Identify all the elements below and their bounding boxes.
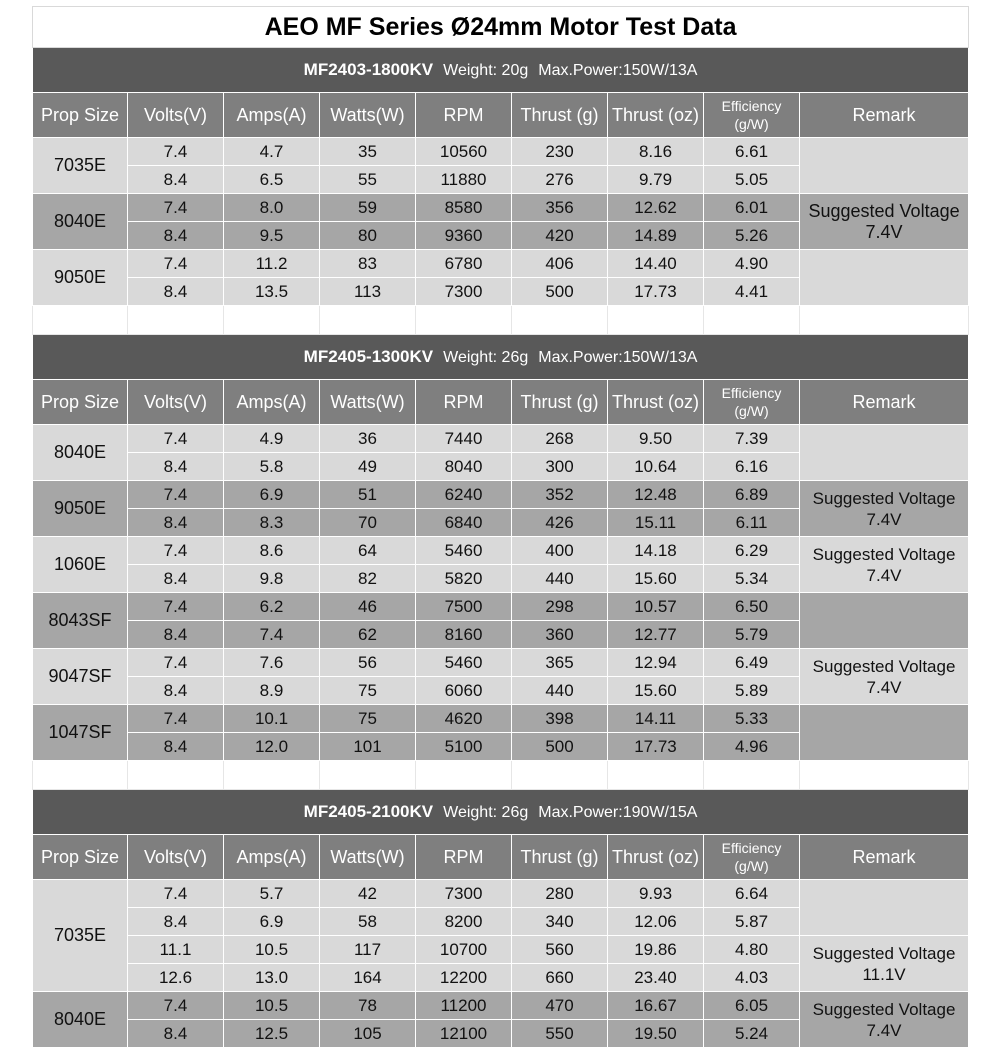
prop-size-cell: 1047SF bbox=[33, 705, 128, 761]
cell-watts: 78 bbox=[320, 992, 416, 1020]
cell-thrust-oz: 14.89 bbox=[608, 222, 704, 250]
cell-rpm: 4620 bbox=[416, 705, 512, 733]
data-row bbox=[33, 194, 969, 222]
spacer-cell bbox=[608, 306, 704, 335]
cell-volts: 11.1 bbox=[128, 936, 224, 964]
spacer-cell bbox=[33, 761, 128, 790]
header-volts: Volts(V) bbox=[128, 93, 224, 138]
header-efficiency-line2: (g/W) bbox=[734, 403, 769, 419]
cell-thrust-g: 500 bbox=[512, 278, 608, 306]
page-title: AEO MF Series Ø24mm Motor Test Data bbox=[33, 7, 969, 48]
header-prop-size: Prop Size bbox=[33, 380, 128, 425]
cell-watts: 62 bbox=[320, 621, 416, 649]
prop-size-cell: 7035E bbox=[33, 138, 128, 194]
remark-cell: Suggested Voltage 7.4V bbox=[800, 194, 969, 250]
cell-volts: 8.4 bbox=[128, 1020, 224, 1048]
cell-watts: 64 bbox=[320, 537, 416, 565]
cell-efficiency: 4.03 bbox=[704, 964, 800, 992]
cell-watts: 75 bbox=[320, 705, 416, 733]
cell-watts: 36 bbox=[320, 425, 416, 453]
cell-rpm: 5460 bbox=[416, 649, 512, 677]
cell-rpm: 5460 bbox=[416, 537, 512, 565]
cell-thrust-oz: 12.48 bbox=[608, 481, 704, 509]
prop-size-cell: 1060E bbox=[33, 537, 128, 593]
cell-efficiency: 5.87 bbox=[704, 908, 800, 936]
data-row bbox=[33, 649, 969, 677]
motor-max-power: Max.Power:150W/13A bbox=[538, 349, 698, 366]
cell-thrust-oz: 10.64 bbox=[608, 453, 704, 481]
cell-thrust-g: 550 bbox=[512, 1020, 608, 1048]
cell-volts: 8.4 bbox=[128, 565, 224, 593]
cell-watts: 101 bbox=[320, 733, 416, 761]
cell-thrust-oz: 12.77 bbox=[608, 621, 704, 649]
header-thrust-oz: Thrust (oz) bbox=[608, 835, 704, 880]
remark-cell bbox=[800, 250, 969, 306]
cell-thrust-g: 426 bbox=[512, 509, 608, 537]
data-row bbox=[33, 425, 969, 453]
cell-rpm: 10700 bbox=[416, 936, 512, 964]
cell-rpm: 10560 bbox=[416, 138, 512, 166]
remark-cell bbox=[800, 425, 969, 481]
cell-volts: 7.4 bbox=[128, 880, 224, 908]
cell-thrust-oz: 14.11 bbox=[608, 705, 704, 733]
header-rpm: RPM bbox=[416, 93, 512, 138]
header-remark: Remark bbox=[800, 380, 969, 425]
data-row bbox=[33, 936, 969, 964]
remark-cell bbox=[800, 705, 969, 761]
cell-watts: 105 bbox=[320, 1020, 416, 1048]
cell-volts: 8.4 bbox=[128, 908, 224, 936]
remark-cell bbox=[800, 593, 969, 649]
cell-thrust-oz: 8.16 bbox=[608, 138, 704, 166]
cell-amps: 8.3 bbox=[224, 509, 320, 537]
cell-amps: 10.5 bbox=[224, 936, 320, 964]
motor-max-power: Max.Power:190W/15A bbox=[538, 804, 698, 821]
cell-thrust-oz: 15.11 bbox=[608, 509, 704, 537]
header-remark: Remark bbox=[800, 93, 969, 138]
cell-watts: 42 bbox=[320, 880, 416, 908]
cell-thrust-g: 298 bbox=[512, 593, 608, 621]
cell-amps: 8.9 bbox=[224, 677, 320, 705]
cell-amps: 6.9 bbox=[224, 908, 320, 936]
cell-rpm: 8160 bbox=[416, 621, 512, 649]
header-prop-size: Prop Size bbox=[33, 835, 128, 880]
cell-thrust-g: 470 bbox=[512, 992, 608, 1020]
cell-rpm: 11200 bbox=[416, 992, 512, 1020]
header-thrust-g: Thrust (g) bbox=[512, 380, 608, 425]
data-row bbox=[33, 250, 969, 278]
cell-thrust-g: 268 bbox=[512, 425, 608, 453]
cell-watts: 83 bbox=[320, 250, 416, 278]
header-thrust-oz: Thrust (oz) bbox=[608, 380, 704, 425]
cell-volts: 7.4 bbox=[128, 194, 224, 222]
motor-weight: Weight: 26g bbox=[443, 804, 529, 821]
cell-watts: 58 bbox=[320, 908, 416, 936]
cell-thrust-g: 340 bbox=[512, 908, 608, 936]
cell-volts: 7.4 bbox=[128, 649, 224, 677]
data-row bbox=[33, 705, 969, 733]
cell-efficiency: 5.33 bbox=[704, 705, 800, 733]
remark-cell bbox=[800, 138, 969, 194]
cell-volts: 8.4 bbox=[128, 677, 224, 705]
cell-thrust-g: 365 bbox=[512, 649, 608, 677]
cell-thrust-g: 440 bbox=[512, 565, 608, 593]
spacer-cell bbox=[128, 306, 224, 335]
remark-cell: Suggested Voltage 7.4V bbox=[800, 481, 969, 537]
motor-test-sheet bbox=[32, 6, 968, 1048]
cell-efficiency: 6.16 bbox=[704, 453, 800, 481]
cell-volts: 7.4 bbox=[128, 537, 224, 565]
header-thrust-oz: Thrust (oz) bbox=[608, 93, 704, 138]
data-row bbox=[33, 880, 969, 908]
cell-watts: 75 bbox=[320, 677, 416, 705]
cell-amps: 5.7 bbox=[224, 880, 320, 908]
column-header-row bbox=[33, 835, 969, 880]
spacer-cell bbox=[608, 761, 704, 790]
header-rpm: RPM bbox=[416, 835, 512, 880]
data-row bbox=[33, 537, 969, 565]
header-rpm: RPM bbox=[416, 380, 512, 425]
cell-thrust-oz: 17.73 bbox=[608, 733, 704, 761]
remark-cell: Suggested Voltage 7.4V bbox=[800, 992, 969, 1048]
motor-title-row bbox=[33, 790, 969, 835]
cell-volts: 7.4 bbox=[128, 481, 224, 509]
cell-thrust-oz: 9.50 bbox=[608, 425, 704, 453]
cell-efficiency: 5.34 bbox=[704, 565, 800, 593]
cell-rpm: 5100 bbox=[416, 733, 512, 761]
data-row bbox=[33, 992, 969, 1020]
cell-efficiency: 4.90 bbox=[704, 250, 800, 278]
spacer-cell bbox=[320, 761, 416, 790]
cell-amps: 8.6 bbox=[224, 537, 320, 565]
cell-thrust-g: 560 bbox=[512, 936, 608, 964]
cell-amps: 4.9 bbox=[224, 425, 320, 453]
motor-name: MF2403-1800KV bbox=[303, 60, 434, 79]
cell-volts: 7.4 bbox=[128, 705, 224, 733]
cell-thrust-oz: 9.79 bbox=[608, 166, 704, 194]
spacer-cell bbox=[128, 761, 224, 790]
data-row bbox=[33, 138, 969, 166]
cell-amps: 10.1 bbox=[224, 705, 320, 733]
cell-amps: 7.6 bbox=[224, 649, 320, 677]
header-efficiency-line1: Efficiency bbox=[721, 840, 782, 856]
cell-efficiency: 6.89 bbox=[704, 481, 800, 509]
cell-volts: 8.4 bbox=[128, 621, 224, 649]
cell-efficiency: 5.89 bbox=[704, 677, 800, 705]
cell-rpm: 6780 bbox=[416, 250, 512, 278]
cell-watts: 117 bbox=[320, 936, 416, 964]
cell-rpm: 5820 bbox=[416, 565, 512, 593]
spacer-cell bbox=[512, 306, 608, 335]
spacer-cell bbox=[224, 306, 320, 335]
cell-efficiency: 5.79 bbox=[704, 621, 800, 649]
prop-size-cell: 9050E bbox=[33, 481, 128, 537]
cell-thrust-oz: 16.67 bbox=[608, 992, 704, 1020]
cell-thrust-g: 352 bbox=[512, 481, 608, 509]
remark-cell: Suggested Voltage 7.4V bbox=[800, 649, 969, 705]
cell-efficiency: 5.26 bbox=[704, 222, 800, 250]
cell-watts: 35 bbox=[320, 138, 416, 166]
cell-amps: 7.4 bbox=[224, 621, 320, 649]
header-watts: Watts(W) bbox=[320, 380, 416, 425]
cell-rpm: 12200 bbox=[416, 964, 512, 992]
header-amps: Amps(A) bbox=[224, 93, 320, 138]
cell-thrust-oz: 14.18 bbox=[608, 537, 704, 565]
cell-thrust-g: 360 bbox=[512, 621, 608, 649]
header-efficiency bbox=[704, 835, 800, 880]
cell-volts: 7.4 bbox=[128, 250, 224, 278]
cell-efficiency: 4.41 bbox=[704, 278, 800, 306]
spacer-cell bbox=[224, 761, 320, 790]
cell-volts: 8.4 bbox=[128, 733, 224, 761]
cell-amps: 9.5 bbox=[224, 222, 320, 250]
header-amps: Amps(A) bbox=[224, 835, 320, 880]
header-prop-size: Prop Size bbox=[33, 93, 128, 138]
cell-volts: 8.4 bbox=[128, 453, 224, 481]
cell-watts: 49 bbox=[320, 453, 416, 481]
cell-thrust-g: 406 bbox=[512, 250, 608, 278]
cell-thrust-g: 356 bbox=[512, 194, 608, 222]
cell-thrust-g: 400 bbox=[512, 537, 608, 565]
cell-rpm: 7440 bbox=[416, 425, 512, 453]
section-spacer-row bbox=[33, 306, 969, 335]
column-header-row bbox=[33, 93, 969, 138]
motor-weight: Weight: 20g bbox=[443, 62, 529, 79]
prop-size-cell: 9050E bbox=[33, 250, 128, 306]
cell-rpm: 7500 bbox=[416, 593, 512, 621]
prop-size-cell: 8040E bbox=[33, 194, 128, 250]
cell-watts: 46 bbox=[320, 593, 416, 621]
cell-watts: 80 bbox=[320, 222, 416, 250]
cell-efficiency: 4.80 bbox=[704, 936, 800, 964]
cell-amps: 4.7 bbox=[224, 138, 320, 166]
cell-thrust-oz: 12.06 bbox=[608, 908, 704, 936]
header-efficiency-line1: Efficiency bbox=[721, 98, 782, 114]
cell-amps: 9.8 bbox=[224, 565, 320, 593]
cell-amps: 6.2 bbox=[224, 593, 320, 621]
cell-thrust-g: 276 bbox=[512, 166, 608, 194]
cell-amps: 12.0 bbox=[224, 733, 320, 761]
motor-name: MF2405-2100KV bbox=[303, 802, 434, 821]
cell-amps: 11.2 bbox=[224, 250, 320, 278]
cell-thrust-oz: 9.93 bbox=[608, 880, 704, 908]
cell-efficiency: 6.29 bbox=[704, 537, 800, 565]
remark-cell bbox=[800, 880, 969, 936]
header-watts: Watts(W) bbox=[320, 835, 416, 880]
cell-rpm: 6060 bbox=[416, 677, 512, 705]
header-thrust-g: Thrust (g) bbox=[512, 93, 608, 138]
cell-efficiency: 6.61 bbox=[704, 138, 800, 166]
spacer-cell bbox=[416, 306, 512, 335]
data-row bbox=[33, 593, 969, 621]
spacer-cell bbox=[704, 761, 800, 790]
cell-rpm: 7300 bbox=[416, 278, 512, 306]
cell-thrust-g: 440 bbox=[512, 677, 608, 705]
column-header-row bbox=[33, 380, 969, 425]
cell-rpm: 11880 bbox=[416, 166, 512, 194]
cell-volts: 7.4 bbox=[128, 425, 224, 453]
cell-watts: 51 bbox=[320, 481, 416, 509]
spacer-cell bbox=[800, 761, 969, 790]
cell-volts: 7.4 bbox=[128, 138, 224, 166]
spacer-cell bbox=[416, 761, 512, 790]
cell-thrust-oz: 17.73 bbox=[608, 278, 704, 306]
header-remark: Remark bbox=[800, 835, 969, 880]
prop-size-cell: 8040E bbox=[33, 992, 128, 1048]
cell-watts: 82 bbox=[320, 565, 416, 593]
cell-volts: 8.4 bbox=[128, 278, 224, 306]
cell-efficiency: 6.64 bbox=[704, 880, 800, 908]
motor-name: MF2405-1300KV bbox=[303, 347, 434, 366]
header-efficiency bbox=[704, 380, 800, 425]
remark-cell: Suggested Voltage 7.4V bbox=[800, 537, 969, 593]
cell-rpm: 8580 bbox=[416, 194, 512, 222]
header-watts: Watts(W) bbox=[320, 93, 416, 138]
cell-volts: 8.4 bbox=[128, 222, 224, 250]
prop-size-cell: 7035E bbox=[33, 880, 128, 992]
cell-efficiency: 6.11 bbox=[704, 509, 800, 537]
header-volts: Volts(V) bbox=[128, 835, 224, 880]
section-spacer-row bbox=[33, 761, 969, 790]
cell-thrust-g: 500 bbox=[512, 733, 608, 761]
cell-efficiency: 5.05 bbox=[704, 166, 800, 194]
cell-amps: 5.8 bbox=[224, 453, 320, 481]
cell-watts: 59 bbox=[320, 194, 416, 222]
cell-thrust-g: 300 bbox=[512, 453, 608, 481]
cell-volts: 8.4 bbox=[128, 509, 224, 537]
motor-max-power: Max.Power:150W/13A bbox=[538, 62, 698, 79]
motor-weight: Weight: 26g bbox=[443, 349, 529, 366]
prop-size-cell: 8043SF bbox=[33, 593, 128, 649]
prop-size-cell: 8040E bbox=[33, 425, 128, 481]
cell-watts: 164 bbox=[320, 964, 416, 992]
motor-title-row bbox=[33, 335, 969, 380]
cell-rpm: 7300 bbox=[416, 880, 512, 908]
cell-thrust-g: 280 bbox=[512, 880, 608, 908]
remark-cell: Suggested Voltage 11.1V bbox=[800, 936, 969, 992]
spacer-cell bbox=[704, 306, 800, 335]
cell-thrust-oz: 15.60 bbox=[608, 677, 704, 705]
cell-rpm: 9360 bbox=[416, 222, 512, 250]
motor-test-table bbox=[32, 6, 969, 1048]
motor-title-row bbox=[33, 48, 969, 93]
cell-volts: 8.4 bbox=[128, 166, 224, 194]
cell-watts: 55 bbox=[320, 166, 416, 194]
cell-efficiency: 5.24 bbox=[704, 1020, 800, 1048]
cell-thrust-g: 230 bbox=[512, 138, 608, 166]
cell-volts: 7.4 bbox=[128, 992, 224, 1020]
prop-size-cell: 9047SF bbox=[33, 649, 128, 705]
cell-amps: 6.9 bbox=[224, 481, 320, 509]
cell-thrust-oz: 12.62 bbox=[608, 194, 704, 222]
cell-amps: 8.0 bbox=[224, 194, 320, 222]
cell-thrust-oz: 12.94 bbox=[608, 649, 704, 677]
cell-rpm: 6240 bbox=[416, 481, 512, 509]
cell-thrust-g: 660 bbox=[512, 964, 608, 992]
cell-thrust-g: 420 bbox=[512, 222, 608, 250]
cell-efficiency: 6.01 bbox=[704, 194, 800, 222]
spacer-cell bbox=[800, 306, 969, 335]
cell-watts: 70 bbox=[320, 509, 416, 537]
cell-efficiency: 6.49 bbox=[704, 649, 800, 677]
cell-thrust-oz: 19.86 bbox=[608, 936, 704, 964]
header-thrust-g: Thrust (g) bbox=[512, 835, 608, 880]
cell-thrust-oz: 19.50 bbox=[608, 1020, 704, 1048]
cell-thrust-oz: 23.40 bbox=[608, 964, 704, 992]
cell-amps: 12.5 bbox=[224, 1020, 320, 1048]
cell-efficiency: 4.96 bbox=[704, 733, 800, 761]
spacer-cell bbox=[512, 761, 608, 790]
cell-thrust-g: 398 bbox=[512, 705, 608, 733]
cell-efficiency: 6.05 bbox=[704, 992, 800, 1020]
cell-amps: 13.0 bbox=[224, 964, 320, 992]
header-efficiency-line2: (g/W) bbox=[734, 858, 769, 874]
cell-amps: 6.5 bbox=[224, 166, 320, 194]
cell-thrust-oz: 14.40 bbox=[608, 250, 704, 278]
cell-rpm: 8200 bbox=[416, 908, 512, 936]
cell-rpm: 12100 bbox=[416, 1020, 512, 1048]
spacer-cell bbox=[320, 306, 416, 335]
cell-volts: 12.6 bbox=[128, 964, 224, 992]
motor-title bbox=[33, 48, 969, 93]
cell-thrust-oz: 10.57 bbox=[608, 593, 704, 621]
header-amps: Amps(A) bbox=[224, 380, 320, 425]
cell-efficiency: 6.50 bbox=[704, 593, 800, 621]
cell-amps: 13.5 bbox=[224, 278, 320, 306]
header-volts: Volts(V) bbox=[128, 380, 224, 425]
cell-efficiency: 7.39 bbox=[704, 425, 800, 453]
data-row bbox=[33, 481, 969, 509]
cell-amps: 10.5 bbox=[224, 992, 320, 1020]
cell-volts: 7.4 bbox=[128, 593, 224, 621]
cell-watts: 56 bbox=[320, 649, 416, 677]
motor-title bbox=[33, 335, 969, 380]
header-efficiency-line1: Efficiency bbox=[721, 385, 782, 401]
motor-title bbox=[33, 790, 969, 835]
header-efficiency-line2: (g/W) bbox=[734, 116, 769, 132]
cell-thrust-oz: 15.60 bbox=[608, 565, 704, 593]
cell-rpm: 6840 bbox=[416, 509, 512, 537]
header-efficiency bbox=[704, 93, 800, 138]
cell-watts: 113 bbox=[320, 278, 416, 306]
spacer-cell bbox=[33, 306, 128, 335]
cell-rpm: 8040 bbox=[416, 453, 512, 481]
